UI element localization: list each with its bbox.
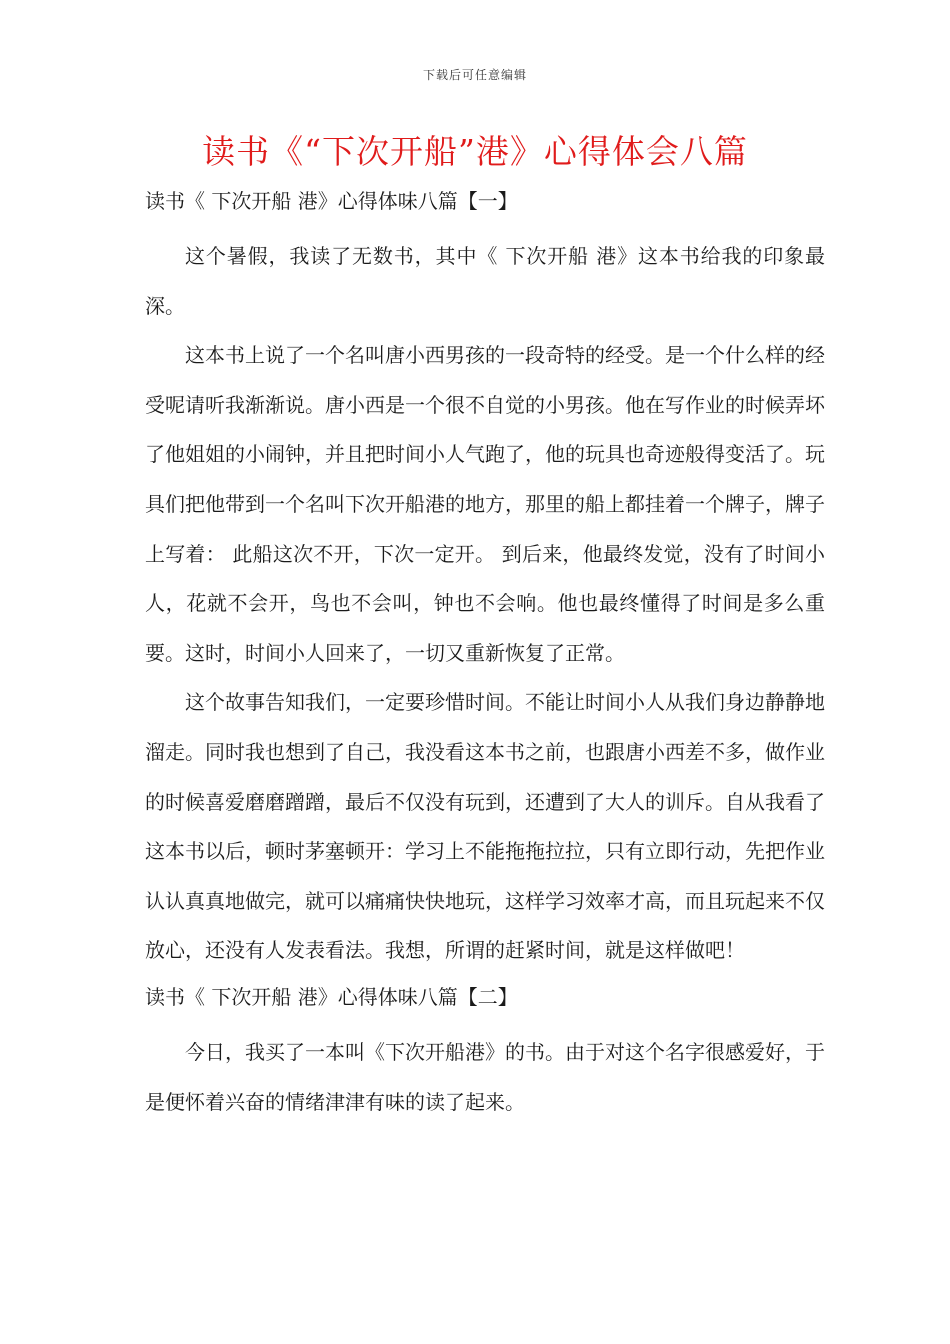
section-heading: 读书《 下次开船 港》心得体味八篇【一】 [145,189,518,213]
paragraph: 这本书上说了一个名叫唐小西男孩的一段奇特的经受。是一个什么样的经受呢请听我渐渐说。唐小西是一个很不自觉的小男孩。他在写作业的时候弄坏了他姐姐的小闹钟，并且把时间小人气跑了，他的玩具也奇迹般得变活了。玩具们把他带到一个名叫下次开船港的地方，那里的船上都挂着一个牌子，牌子上写着： 此船这次不开，下次一定开。 到后来，他最终发觉，没有了时间小人，花就不会开，鸟也不会叫，钟也不会响。他也最终懂得了时间是多么重要。这时，时间小人回来了，一切又重新恢复了正常。 [145,343,825,665]
section-heading: 读书《 下次开船 港》心得体味八篇【二】 [145,984,518,1009]
paragraph: 今日，我买了一本叫《下次开船港》的书。由于对这个名字很感爱好，于是便怀着兴奋的情绪津津有味的读了起来。 [145,1039,825,1114]
paragraph: 这个故事告知我们，一定要珍惜时间。不能让时间小人从我们身边静静地溜走。同时我也想到了自己，我没看这本书之前，也跟唐小西差不多，做作业的时候喜爱磨磨蹭蹭，最后不仅没有玩到，还遭到了大人的训斥。自从我看了这本书以后，顿时茅塞顿开：学习上不能拖拖拉拉，只有立即行动，先把作业认认真真地做完，就可以痛痛快快地玩，这样学习效率才高，而且玩起来不仅放心，还没有人发表看法。我想，所谓的赶紧时间，就是这样做吧！ [145,690,825,963]
header-note: 下载后可任意编辑 [422,68,527,82]
document-title: 读书《“下次开船”港》心得体会八篇 [202,132,748,171]
paragraph: 这个暑假，我读了无数书，其中《 下次开船 港》这本书给我的印象最深。 [145,244,825,318]
document-body [145,182,825,1127]
